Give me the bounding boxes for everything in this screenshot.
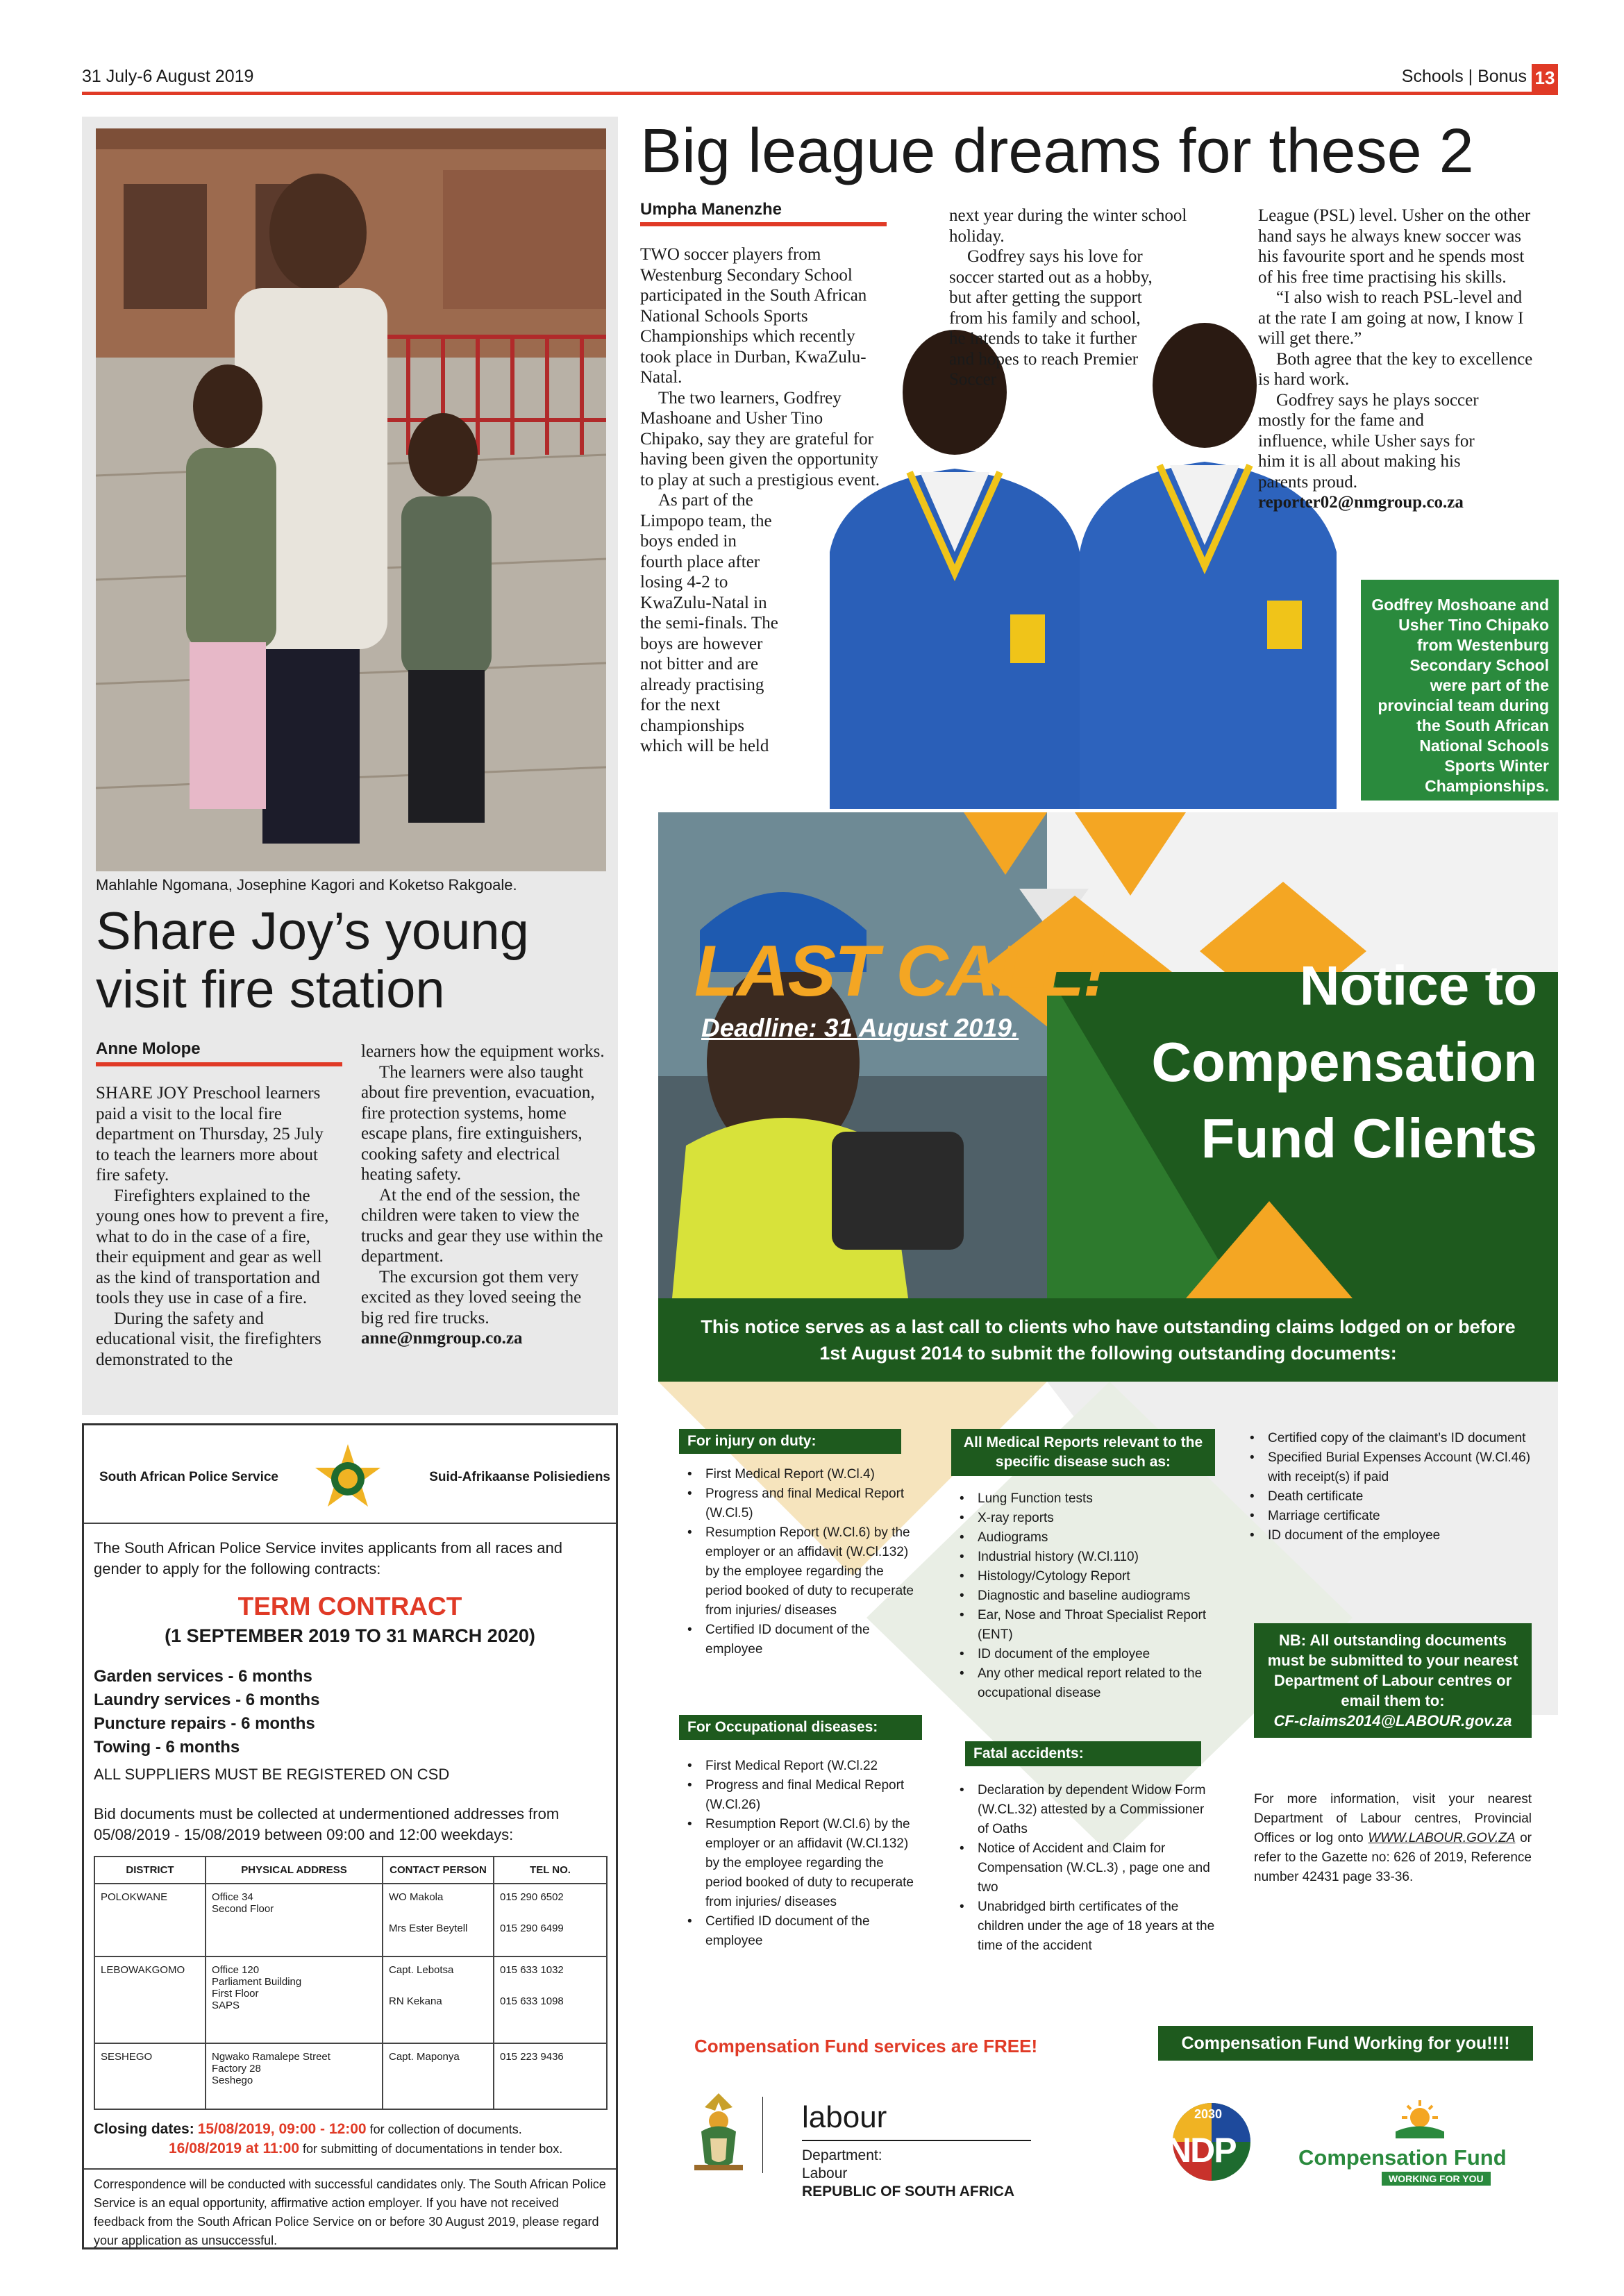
department-block xyxy=(802,2147,1014,2201)
story-league-col3 xyxy=(1258,206,1536,513)
address-line: Seshego xyxy=(212,2075,253,2086)
paragraph: Godfrey says his love for soccer started out as a hobby, but after getting the support from his family and school, he intends to take it further and hopes to reach Premier Soccer xyxy=(949,247,1153,389)
collect-note: Bid documents must be collected at undermentioned addresses from 05/08/2019 - 15/08/2019 between 09:00 and 12:00 weekdays: xyxy=(94,1805,560,1843)
ndp-text: NDP xyxy=(1166,2131,1236,2170)
list-item: • Resumption Report (W.Cl.6) by the employer or an affidavit (W.Cl.132) by the employee regarding the period booked of duty to recuperate from injuries/ diseases xyxy=(679,1523,915,1620)
paragraph: The excursion got them very excited as they loved seeing the big red fire trucks. xyxy=(361,1267,582,1327)
headline-line-1: Share Joy’s young xyxy=(96,902,529,961)
tel-cell xyxy=(494,2043,607,2109)
closing-note-1: for collection of documents. xyxy=(369,2122,522,2136)
paragraph: League (PSL) level. Usher on the other hand says he always knew soccer was his favourite sport and he spends most of his free time practising his skills. xyxy=(1258,206,1531,287)
list-item: • Lung Function tests xyxy=(951,1489,1219,1509)
list-item: • Certified ID document of the employee xyxy=(679,1620,915,1659)
list-item: • Industrial history (W.Cl.110) xyxy=(951,1548,1219,1567)
column-header: TEL NO. xyxy=(494,1857,607,1884)
services-list xyxy=(94,1665,319,1759)
dept-line-3: REPUBLIC OF SOUTH AFRICA xyxy=(802,2184,1015,2199)
last-call-heading: LAST CALL! xyxy=(694,931,1106,1012)
contract-period: (1 SEPTEMBER 2019 TO 31 MARCH 2020) xyxy=(165,1625,535,1646)
list-item: • Certified ID document of the employee xyxy=(679,1912,915,1951)
list-item: • Diagnostic and baseline audiograms xyxy=(951,1586,1219,1606)
saps-footer: Correspondence will be conducted with successful candidates only. The South African Police Service is an equal opportunity, affirmative action employer. If you have not received feedback from the South African Police Service on or before 30 August 2019, please regard your application as unsuccessful. xyxy=(94,2177,606,2247)
closing-label: Closing dates: xyxy=(94,2121,194,2137)
paragraph: During the safety and educational visit, the firefighters demonstrated to the xyxy=(96,1309,321,1369)
contact-person: Capt. Lebotsa xyxy=(389,1964,454,1976)
list-item: • Declaration by dependent Widow Form (W.CL.32) attested by a Commissioner of Oaths xyxy=(951,1781,1219,1839)
list-item: • First Medical Report (W.Cl.22 xyxy=(679,1757,915,1776)
page-number: 13 xyxy=(1532,64,1558,92)
list-item: • Any other medical report related to the occupational disease xyxy=(951,1664,1219,1703)
labour-rule xyxy=(802,2140,1031,2141)
paragraph: The learners were also taught about fire prevention, evacuation, fire protection systems, home escape plans, fire extinguishers, cooking safety and electrical heating safety. xyxy=(361,1062,595,1184)
addresses-table xyxy=(94,1856,608,2110)
address-line: Factory 28 xyxy=(212,2063,261,2075)
list-item: • Notice of Accident and Claim for Compensation (W.CL.3) , page one and two xyxy=(951,1839,1219,1897)
notice-line-1: Notice to xyxy=(1299,955,1537,1016)
players-photo-caption: Godfrey Moshoane and Usher Tino Chipako from Westenburg Secondary School were part of the provincial team during the South African National Schools Sports Winter Championships. xyxy=(1361,580,1559,801)
story-league-col2 xyxy=(949,206,1220,390)
story-league-col1 xyxy=(640,244,887,757)
paragraph: As part of the Limpopo team, the boys ended in fourth place after losing 4-2 to KwaZulu-Natal in the semi-finals. The boys are however not bitter and are already practising for the next championships which will be held xyxy=(640,491,778,755)
tel-number: 015 290 6499 xyxy=(500,1922,564,1934)
saps-star-icon xyxy=(313,1443,383,1512)
contact-person: RN Kekana xyxy=(389,1995,442,2007)
address-line: Office 120 xyxy=(212,1964,260,1976)
paragraph: TWO soccer players from Westenburg Secondary School participated in the South African National Schools Sports Championships which recently took place in Durban, KwaZulu-Natal. xyxy=(640,245,867,387)
list-item: • Unabridged birth certificates of the children under the age of 18 years at the time of the accident xyxy=(951,1897,1219,1956)
service-item: Garden services - 6 months xyxy=(94,1667,312,1686)
more-info-tail: or refer to the Gazette no: 626 of 2019, Reference number 42431 page 33-36. xyxy=(1254,1831,1532,1884)
section-label: Schools | Bonus xyxy=(1401,67,1527,86)
cf-sun-icon xyxy=(1392,2100,1448,2142)
notice-line-3: Fund Clients xyxy=(1200,1107,1537,1169)
closing-note-2: for submitting of documentations in tender box. xyxy=(303,2142,563,2156)
table-row xyxy=(94,1884,607,1956)
headline-share-joy xyxy=(96,903,610,1019)
list-item: • Ear, Nose and Throat Specialist Report (ENT) xyxy=(951,1606,1219,1645)
district-cell: SESHEGO xyxy=(94,2043,206,2109)
column-header: PHYSICAL ADDRESS xyxy=(206,1857,383,1884)
paragraph: next year during the winter school holiday. xyxy=(949,206,1187,246)
ndp-year: 2030 xyxy=(1194,2107,1223,2121)
paragraph: Both agree that the key to excellence is hard work. xyxy=(1258,349,1533,389)
nb-email[interactable]: CF-claims2014@LABOUR.gov.za xyxy=(1273,1712,1512,1729)
closing-date-1: 15/08/2019, 09:00 - 12:00 xyxy=(197,2121,367,2137)
paragraph: SHARE JOY Preschool learners paid a visit to the local fire department on Thursday, 25 July to teach the learners more about fire safety. xyxy=(96,1084,324,1184)
list-item: • Marriage certificate xyxy=(1241,1507,1533,1526)
closing-date-2: 16/08/2019 at 11:00 xyxy=(169,2140,299,2156)
labour-website-link[interactable]: WWW.LABOUR.GOV.ZA xyxy=(1368,1831,1516,1845)
paragraph: “I also wish to reach PSL-level and at the rate I am going at now, I know I will get there.” xyxy=(1258,288,1524,348)
dept-line-1: Department: xyxy=(802,2147,882,2163)
tel-cell xyxy=(494,1884,607,1956)
list-item: • Progress and final Medical Report (W.Cl.5) xyxy=(679,1484,915,1523)
issue-date: 31 July-6 August 2019 xyxy=(82,67,254,86)
labour-word: labour xyxy=(802,2100,887,2134)
tel-number: 015 633 1098 xyxy=(500,1995,564,2007)
services-free-text: Compensation Fund services are FREE! xyxy=(694,2036,1038,2056)
deadline-text: Deadline: 31 August 2019. xyxy=(701,1014,1019,1042)
byline-rule xyxy=(96,1062,342,1066)
death-claim-items xyxy=(1241,1429,1533,1545)
contact-cell xyxy=(383,2043,494,2109)
story-joy-col2 xyxy=(361,1041,608,1349)
photo-caption: Mahlahle Ngomana, Josephine Kagori and Koketso Rakgoale. xyxy=(96,876,517,894)
coat-of-arms-icon xyxy=(684,2090,753,2173)
logo-divider xyxy=(762,2097,763,2173)
author-email[interactable]: reporter02@nmgroup.co.za xyxy=(1258,493,1464,512)
header-rule xyxy=(82,92,1558,95)
divider xyxy=(84,2168,616,2170)
address-line: Second Floor xyxy=(212,1903,274,1915)
contact-person: Capt. Maponya xyxy=(389,2051,460,2063)
byline: Umpha Manenzhe xyxy=(640,200,782,219)
address-cell xyxy=(206,2043,383,2109)
headline-line-2: visit fire station xyxy=(96,960,445,1019)
divider xyxy=(84,1523,616,1524)
address-cell xyxy=(206,1956,383,2043)
table-row xyxy=(94,1956,607,2043)
list-item: • ID document of the employee xyxy=(1241,1526,1533,1545)
headline-big-league: Big league dreams for these 2 xyxy=(640,117,1474,186)
tel-cell xyxy=(494,1956,607,2043)
district-cell: POLOKWANE xyxy=(94,1884,206,1956)
compensation-fund-ad xyxy=(658,812,1558,2083)
notice-banner: This notice serves as a last call to clients who have outstanding claims lodged on or before 1st August 2014 to submit the following outstanding documents: xyxy=(701,1316,1516,1364)
medical-items xyxy=(951,1489,1219,1703)
closing-dates xyxy=(94,2120,611,2159)
injury-label: For injury on duty: xyxy=(679,1429,901,1454)
list-item: • First Medical Report (W.Cl.4) xyxy=(679,1465,915,1484)
tel-number: 015 290 6502 xyxy=(500,1891,564,1903)
address-line: Ngwako Ramalepe Street xyxy=(212,2051,330,2063)
service-item: Puncture repairs - 6 months xyxy=(94,1714,315,1733)
fire-station-photo xyxy=(96,128,606,871)
intro-text: The South African Police Service invites applicants from all races and gender to apply for the following contracts: xyxy=(94,1539,562,1577)
list-item: • X-ray reports xyxy=(951,1509,1219,1528)
contact-cell xyxy=(383,1956,494,2043)
org-name-en: South African Police Service xyxy=(99,1470,278,1484)
paragraph: At the end of the session, the children were taken to view the trucks and gear they use within the department. xyxy=(361,1185,603,1266)
address-line: SAPS xyxy=(212,2000,240,2011)
notice-line-2: Compensation xyxy=(1151,1031,1537,1093)
tel-number: 015 633 1032 xyxy=(500,1964,564,1976)
occupational-label: For Occupational diseases: xyxy=(679,1715,922,1740)
district-cell: LEBOWAKGOMO xyxy=(94,1956,206,2043)
more-info xyxy=(1254,1790,1532,1887)
csd-note: ALL SUPPLIERS MUST BE REGISTERED ON CSD xyxy=(94,1766,450,1783)
address-line: First Floor xyxy=(212,1988,259,2000)
contact-person: Mrs Ester Beytell xyxy=(389,1922,468,1934)
paragraph: learners how the equipment works. xyxy=(361,1042,605,1061)
nb-text: NB: All outstanding documents must be submitted to your nearest Department of Labour centres or email them to: xyxy=(1267,1632,1518,1709)
list-item: • Audiograms xyxy=(951,1528,1219,1548)
author-email[interactable]: anne@nmgroup.co.za xyxy=(361,1329,523,1348)
table-row xyxy=(94,2043,607,2109)
list-item: • Certified copy of the claimant’s ID document xyxy=(1241,1429,1533,1448)
address-line: Parliament Building xyxy=(212,1976,302,1988)
address-line: Office 34 xyxy=(212,1891,253,1903)
fatal-items xyxy=(951,1781,1219,1956)
org-name-af: Suid-Afrikaanse Polisiediens xyxy=(429,1470,610,1484)
medical-reports-label: All Medical Reports relevant to the specific disease such as: xyxy=(951,1429,1215,1476)
address-cell xyxy=(206,1884,383,1956)
fatal-label: Fatal accidents: xyxy=(965,1741,1201,1766)
more-info-text: For more information, visit your nearest Department of Labour centres, Provincial Offices or log onto xyxy=(1254,1792,1532,1845)
nb-box xyxy=(1254,1623,1532,1738)
contact-person: WO Makola xyxy=(389,1891,444,1903)
story-joy-col1 xyxy=(96,1083,339,1370)
cf-logo-text: Compensation Fund xyxy=(1298,2145,1507,2170)
working-for-you-banner: Compensation Fund Working for you!!!! xyxy=(1158,2026,1533,2061)
list-item: • ID document of the employee xyxy=(951,1645,1219,1664)
cf-logo-sub: WORKING FOR YOU xyxy=(1382,2172,1491,2186)
service-item: Laundry services - 6 months xyxy=(94,1691,320,1709)
list-item: • Resumption Report (W.Cl.6) by the employer or an affidavit (W.Cl.132) by the employee regarding the period booked of duty to recuperate from injuries/ diseases xyxy=(679,1815,915,1912)
saps-tender-ad xyxy=(82,1423,618,2249)
occupational-items xyxy=(679,1757,915,1951)
list-item: • Progress and final Medical Report (W.Cl.26) xyxy=(679,1776,915,1815)
column-header: CONTACT PERSON xyxy=(383,1857,494,1884)
paragraph: Godfrey says he plays soccer mostly for the fame and influence, while Usher says for him it is all about making his parents proud. xyxy=(1258,390,1479,492)
paragraph: The two learners, Godfrey Mashoane and Usher Tino Chipako, say they are grateful for having been given the opportunity to play at such a prestigious event. xyxy=(640,388,880,489)
list-item: • Specified Burial Expenses Account (W.Cl.46) with receipt(s) if paid xyxy=(1241,1448,1533,1487)
notice-heading xyxy=(1151,948,1537,1177)
byline: Anne Molope xyxy=(96,1039,201,1058)
term-contract-title: TERM CONTRACT xyxy=(237,1592,462,1620)
paragraph: Firefighters explained to the young ones how to prevent a fire, what to do in the case of a fire, their equipment and gear as well as the kind of transportation and tools they use in case of a fire. xyxy=(96,1186,329,1307)
service-item: Towing - 6 months xyxy=(94,1738,240,1757)
tel-number: 015 223 9436 xyxy=(500,2051,564,2063)
byline-rule xyxy=(640,222,887,226)
column-header: DISTRICT xyxy=(94,1857,206,1884)
list-item: • Death certificate xyxy=(1241,1487,1533,1507)
contact-cell xyxy=(383,1884,494,1956)
list-item: • Histology/Cytology Report xyxy=(951,1567,1219,1586)
dept-line-2: Labour xyxy=(802,2165,848,2181)
injury-items xyxy=(679,1465,915,1659)
